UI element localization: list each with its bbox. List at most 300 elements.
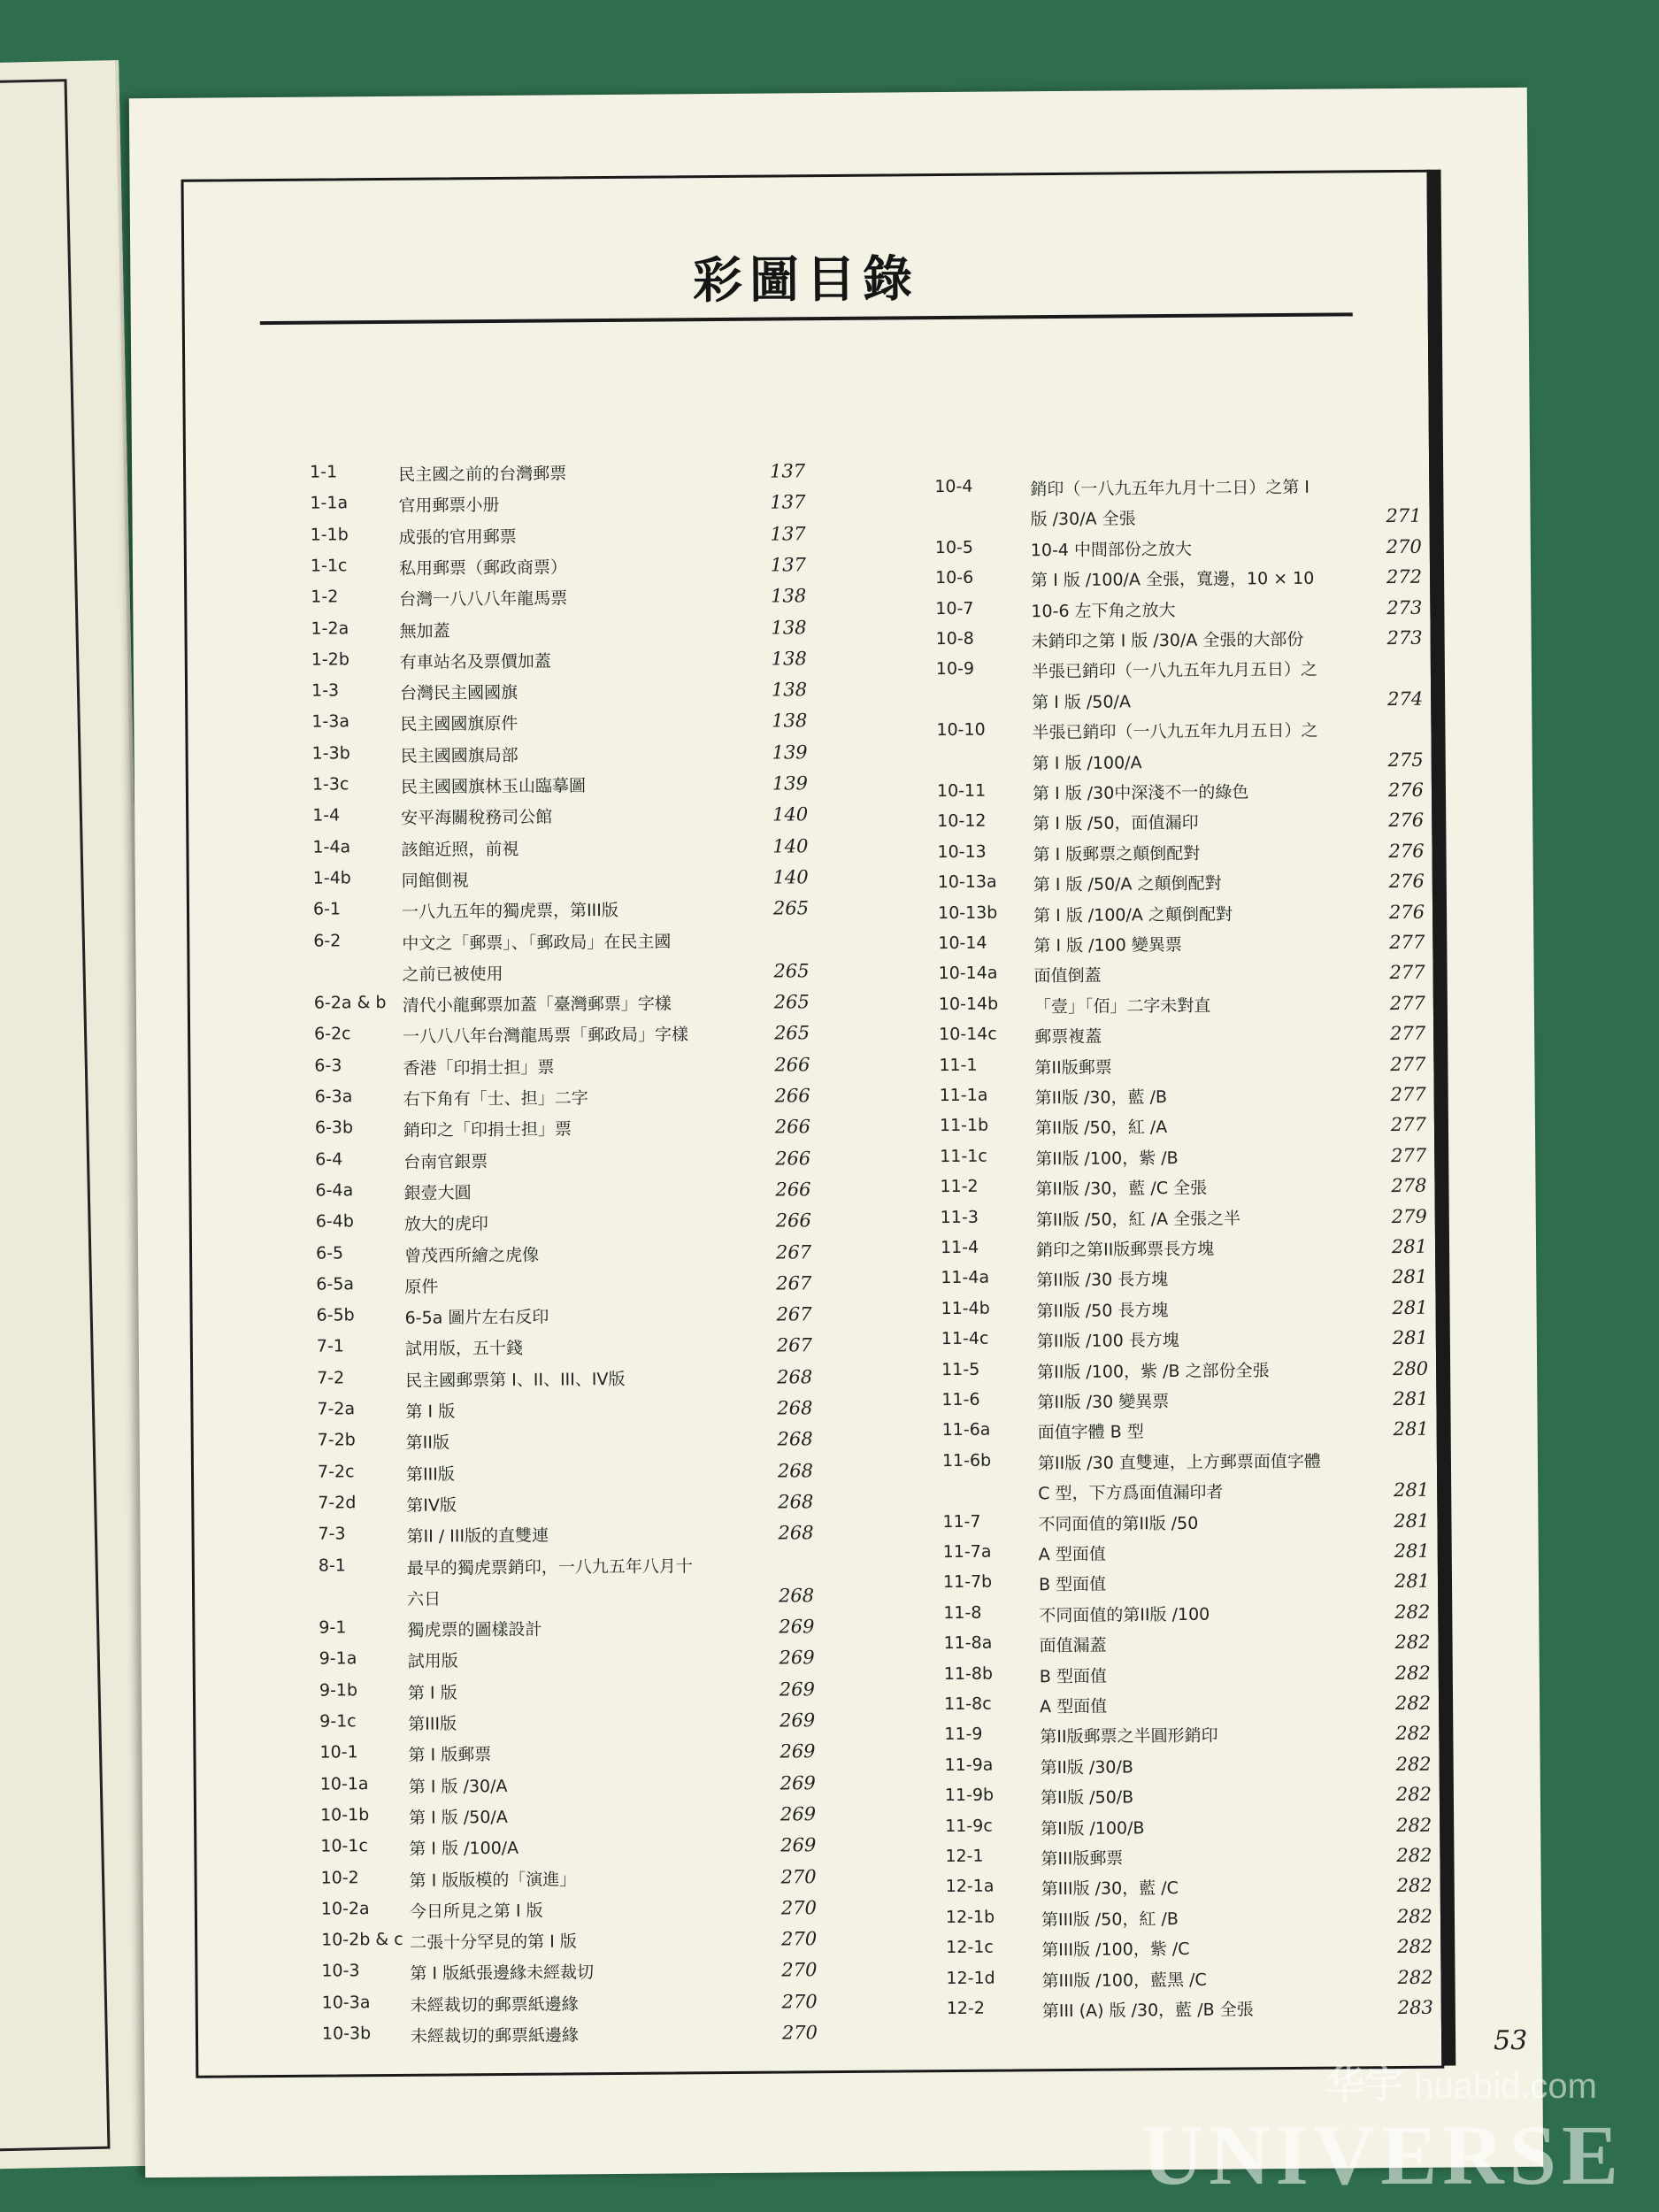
entry-caption: 安平海關稅務司公館 — [401, 807, 553, 829]
entry-page: 277 — [1391, 1144, 1427, 1166]
entry-page: 270 — [780, 1896, 817, 1919]
entry-page: 282 — [1394, 1631, 1431, 1654]
entry-number: 7-2b — [317, 1430, 356, 1450]
toc-entry — [314, 989, 810, 1025]
toc-entry — [936, 717, 1424, 781]
entry-page: 269 — [780, 1740, 816, 1763]
toc-entry — [946, 1934, 1432, 1969]
toc-entry — [310, 458, 805, 494]
toc-entry — [317, 1302, 812, 1337]
entry-number: 11-1c — [940, 1146, 987, 1166]
entry-number: 12-1d — [946, 1968, 995, 1988]
entry-caption: 台灣一八八八年龍馬票 — [399, 588, 568, 611]
watermark-domain: huabid.com — [1414, 2067, 1597, 2106]
toc-entry — [943, 1630, 1430, 1664]
left-page-frame — [0, 79, 110, 2152]
entry-page: 282 — [1395, 1814, 1432, 1836]
entry-caption: 私用郵票（郵政商票） — [398, 557, 568, 579]
entry-caption: 該館近照，前視 — [401, 839, 519, 860]
toc-entry — [944, 1721, 1431, 1755]
toc-entry — [945, 1782, 1432, 1816]
entry-page: 265 — [772, 897, 810, 919]
entry-number: 10-2b & c — [321, 1929, 403, 1950]
entry-caption: 第III版 /30，藍 /C — [1041, 1878, 1179, 1900]
entry-number: 10-14b — [938, 994, 999, 1014]
entry-caption: 今日所見之第 I 版 — [409, 1901, 543, 1922]
entry-caption-continued: 之前已被使用 — [402, 964, 503, 985]
entry-page: 137 — [769, 460, 806, 482]
entry-number: 11-3 — [940, 1207, 979, 1227]
entry-page: 268 — [777, 1428, 813, 1450]
entry-number: 1-3b — [311, 742, 350, 764]
entry-number: 11-9b — [944, 1785, 995, 1806]
entry-page: 273 — [1386, 626, 1423, 649]
entry-caption: 銀壹大圓 — [403, 1183, 472, 1203]
entry-page: 277 — [1389, 931, 1425, 954]
entry-caption: 銷印（一八九五年九月十二日）之第 I — [1030, 477, 1310, 500]
entry-number: 6-4 — [315, 1148, 343, 1170]
entry-number: 1-1b — [310, 524, 349, 545]
entry-page: 267 — [776, 1272, 812, 1294]
toc-entry — [311, 615, 806, 650]
entry-page: 281 — [1392, 1296, 1428, 1318]
toc-entry — [936, 626, 1423, 660]
entry-page: 276 — [1388, 870, 1425, 893]
toc-entry — [935, 534, 1422, 569]
entry-page: 277 — [1390, 1083, 1426, 1106]
entry-number: 11-7 — [942, 1511, 981, 1532]
entry-number: 8-1 — [318, 1555, 346, 1576]
entry-caption: 右下角有「士、担」二字 — [403, 1088, 588, 1110]
toc-entry — [311, 583, 806, 618]
entry-caption: 不同面值的第II版 /100 — [1039, 1604, 1210, 1626]
toc-entry — [311, 552, 806, 588]
entry-number: 11-9a — [944, 1755, 994, 1775]
entry-page: 269 — [780, 1771, 816, 1794]
toc-entry — [314, 1021, 810, 1056]
entry-page: 265 — [773, 1022, 810, 1044]
entry-caption: 第IV版 — [406, 1495, 457, 1516]
entry-page: 281 — [1393, 1418, 1429, 1440]
entry-page: 137 — [770, 522, 806, 545]
toc-entry — [934, 473, 1422, 538]
toc-entry — [317, 1364, 812, 1400]
toc-entry — [318, 1489, 813, 1525]
entry-caption: 第III版 /50，紅 /B — [1041, 1909, 1179, 1931]
entry-caption: 清代小龍郵票加蓋「臺灣郵票」字樣 — [402, 994, 672, 1016]
toc-entry — [942, 1448, 1430, 1512]
entry-number: 9-1b — [319, 1679, 358, 1701]
entry-caption: 香港「印捐士担」票 — [403, 1057, 555, 1079]
toc-entry — [316, 1271, 811, 1306]
entry-caption: 郵票複蓋 — [1034, 1026, 1102, 1048]
entry-page: 269 — [779, 1647, 815, 1669]
entry-number: 11-6b — [941, 1450, 992, 1471]
entry-number: 10-14 — [938, 933, 987, 954]
entry-page: 138 — [771, 648, 807, 670]
entry-page: 138 — [771, 585, 807, 607]
entry-caption: 第III版 — [408, 1714, 457, 1734]
toc-entry — [319, 1708, 815, 1743]
entry-number: 11-4c — [941, 1328, 989, 1349]
entry-number: 6-5b — [316, 1305, 355, 1325]
toc-entry — [315, 1177, 810, 1212]
entry-number: 11-9 — [944, 1724, 983, 1745]
entry-number: 7-1 — [316, 1336, 345, 1357]
entry-page: 266 — [775, 1210, 811, 1232]
entry-caption: 二張十分罕見的第 I 版 — [410, 1932, 577, 1953]
entry-number: 11-8a — [943, 1632, 993, 1654]
entry-caption: 曾茂西所繪之虎像 — [403, 1245, 540, 1266]
entry-number: 11-6 — [941, 1389, 980, 1410]
entry-number: 6-4b — [315, 1211, 354, 1232]
entry-number: 6-5a — [316, 1274, 355, 1294]
entry-caption: 最早的獨虎票銷印，一八九五年八月十 — [406, 1555, 693, 1578]
entry-caption: 試用版 — [407, 1651, 458, 1672]
entry-caption: 第 I 版 /30中深淺不一的綠色 — [1032, 782, 1249, 804]
entry-page: 272 — [1386, 565, 1423, 588]
entry-number: 1-1 — [310, 462, 338, 482]
entry-caption: A 型面值 — [1040, 1696, 1108, 1717]
entry-caption: 第 I 版 — [405, 1402, 456, 1422]
entry-number: 11-5 — [941, 1359, 980, 1379]
toc-entry — [321, 1864, 817, 1900]
entry-caption: 民主國國旗局部 — [400, 745, 518, 766]
entry-page: 265 — [773, 991, 810, 1013]
entry-number: 7-3 — [318, 1524, 346, 1544]
toc-entry — [945, 1812, 1432, 1847]
entry-caption: 第 I 版 /50，面值漏印 — [1033, 813, 1199, 834]
entry-number: 10-1a — [319, 1773, 369, 1794]
entry-number: 11-4 — [940, 1237, 979, 1258]
entry-number: 11-9c — [945, 1816, 993, 1836]
toc-entry — [946, 1873, 1432, 1908]
toc-entry — [940, 1143, 1426, 1178]
toc-entry — [939, 1021, 1425, 1056]
toc-entry — [312, 833, 808, 869]
entry-caption: 第 I 版 /100/A — [409, 1839, 519, 1860]
entry-page: 276 — [1387, 779, 1425, 802]
toc-entry — [311, 521, 806, 557]
toc-entry — [311, 709, 807, 744]
toc-entry — [938, 869, 1425, 903]
entry-caption: 第II版 /30 直雙連，上方郵票面值字體 — [1037, 1451, 1321, 1474]
toc-entry — [317, 1395, 812, 1431]
toc-entry — [935, 595, 1422, 629]
entry-number: 1-4 — [312, 805, 341, 826]
entry-page: 267 — [776, 1334, 812, 1356]
entry-number: 10-14c — [939, 1024, 997, 1045]
entry-caption: 「壹」「佰」二字未對直 — [1033, 995, 1211, 1018]
entry-number: 11-4a — [941, 1268, 990, 1288]
entry-caption: 成張的官用郵票 — [398, 526, 517, 548]
toc-entry — [941, 1325, 1428, 1360]
toc-entry — [944, 1691, 1431, 1725]
entry-caption: 民主國之前的台灣郵票 — [398, 464, 567, 485]
entry-number: 6-2a & b — [313, 993, 387, 1013]
entry-page: 282 — [1397, 1966, 1433, 1988]
entry-caption: B 型面值 — [1038, 1575, 1107, 1595]
toc-entry — [940, 1112, 1426, 1147]
toc-entry — [938, 930, 1425, 964]
entry-page: 276 — [1388, 901, 1425, 923]
toc-entry — [320, 1801, 816, 1837]
entry-page: 140 — [772, 866, 809, 888]
entry-caption: 民主國國旗林玉山臨摹圖 — [400, 776, 587, 797]
entry-caption: 第II版 /30/B — [1040, 1757, 1133, 1778]
entry-caption: 一八九五年的獨虎票，第III版 — [401, 901, 618, 923]
entry-number: 10-1c — [320, 1836, 368, 1856]
entry-number: 10-10 — [936, 719, 986, 741]
entry-number: 12-1b — [945, 1907, 995, 1927]
entry-page: 139 — [772, 741, 808, 764]
entry-page: 266 — [775, 1147, 811, 1170]
entry-number: 12-1a — [945, 1877, 995, 1897]
toc-entry — [313, 927, 810, 994]
entry-number: 11-7a — [942, 1541, 992, 1563]
entry-page: 279 — [1391, 1205, 1427, 1227]
entry-caption: 第II版郵票 — [1034, 1057, 1112, 1078]
entry-number: 1-4b — [312, 868, 351, 888]
page-title: 彩圖目錄 — [692, 250, 920, 311]
entry-number: 10-6 — [934, 567, 974, 588]
entry-number: 7-2d — [318, 1493, 357, 1513]
toc-entry — [317, 1333, 812, 1369]
entry-caption: A 型面值 — [1038, 1544, 1106, 1565]
entry-page: 277 — [1389, 1022, 1426, 1045]
entry-page: 269 — [780, 1834, 817, 1856]
entry-page: 138 — [771, 679, 808, 701]
entry-caption: 面值漏蓋 — [1039, 1635, 1107, 1656]
entry-caption: 中文之「郵票」、「郵政局」在民主國 — [402, 931, 672, 954]
entry-page: 268 — [777, 1459, 814, 1482]
entry-caption-continued: 六日 — [407, 1589, 442, 1609]
entry-number: 11-4b — [941, 1298, 990, 1318]
toc-entry — [940, 1082, 1426, 1117]
entry-caption: 台南官銀票 — [403, 1151, 488, 1172]
toc-entry — [315, 1146, 810, 1181]
toc-entry — [318, 1520, 813, 1555]
entry-caption: 無加蓋 — [399, 620, 450, 641]
entry-number: 6-5 — [315, 1242, 344, 1263]
entry-page: 271 — [1386, 505, 1422, 527]
entry-page: 282 — [1394, 1692, 1432, 1715]
entry-page: 277 — [1389, 992, 1425, 1014]
toc-entry — [321, 1926, 817, 1962]
entry-caption: 第II版 /100 長方塊 — [1036, 1331, 1179, 1352]
entry-page: 276 — [1388, 840, 1425, 862]
entry-number: 1-3a — [311, 711, 350, 733]
entry-page: 282 — [1394, 1601, 1431, 1623]
entry-page: 270 — [781, 1959, 818, 1981]
entry-page: 281 — [1394, 1571, 1431, 1593]
page-frame — [181, 170, 1445, 2078]
toc-entry — [945, 1843, 1432, 1878]
toc-entry — [937, 839, 1424, 873]
entry-caption: 試用版，五十錢 — [404, 1339, 524, 1360]
entry-number: 10-1 — [319, 1742, 358, 1763]
entry-caption: 第II版 /50 長方塊 — [1036, 1300, 1169, 1322]
entry-number: 1-1a — [310, 493, 349, 513]
entry-caption: 未經裁切的郵票紙邊緣 — [410, 2025, 580, 2047]
toc-entry — [939, 960, 1425, 995]
entry-number: 6-2 — [313, 930, 342, 951]
toc-entry — [942, 1508, 1429, 1542]
entry-caption-continued: C 型，下方爲面值漏印者 — [1038, 1482, 1224, 1504]
entry-page: 266 — [774, 1085, 810, 1107]
entry-number: 9-1 — [319, 1617, 347, 1638]
toc-entry — [945, 1752, 1432, 1786]
entry-caption: 第 I 版版模的「演進」 — [409, 1869, 577, 1891]
entry-caption: 第II版 /100，紫 /B — [1035, 1148, 1179, 1170]
toc-entry — [944, 1660, 1431, 1694]
toc-entry — [320, 1770, 816, 1806]
entry-caption: 有車站名及票價加蓋 — [399, 651, 551, 672]
entry-caption: 面值倒蓋 — [1033, 966, 1102, 987]
entry-caption: 第III版 /100，藍黑 /C — [1041, 1970, 1207, 1991]
entry-number: 1-2 — [311, 587, 339, 607]
toc-entry — [940, 1173, 1426, 1208]
entry-caption: 第III (A) 版 /30，藍 /B 全張 — [1041, 2000, 1254, 2022]
entry-page: 282 — [1397, 1935, 1433, 1958]
entry-page: 269 — [780, 1709, 816, 1732]
toc-entry — [321, 1958, 817, 1993]
toc-entry — [935, 565, 1422, 599]
entry-page: 282 — [1395, 1723, 1432, 1745]
entry-caption: 第II版 /30，藍 /B — [1034, 1087, 1168, 1109]
entry-caption: 民主國郵票第 I、II、III、IV版 — [405, 1369, 626, 1391]
entry-page: 267 — [775, 1240, 812, 1263]
toc-entry — [319, 1740, 815, 1775]
entry-caption: 官用郵票小册 — [398, 495, 500, 517]
entry-caption: 一八八八年台灣龍馬票「郵政局」字樣 — [403, 1025, 689, 1048]
entry-page: 281 — [1394, 1479, 1430, 1502]
entry-caption: 第 I 版郵票 — [408, 1745, 492, 1766]
toc-entry — [943, 1569, 1430, 1603]
entry-caption: 第II / III版的直雙連 — [406, 1525, 549, 1548]
entry-number: 1-3c — [311, 774, 349, 795]
entry-page: 270 — [780, 1928, 818, 1950]
entry-page: 269 — [780, 1803, 817, 1825]
watermark-logo — [1325, 2053, 1597, 2109]
entry-page: 277 — [1390, 1053, 1426, 1075]
entry-number: 10-2a — [320, 1898, 370, 1919]
entry-caption: 第III版郵票 — [1041, 1848, 1124, 1870]
entry-page: 137 — [770, 491, 806, 513]
entry-page: 282 — [1395, 1783, 1432, 1806]
entry-page: 274 — [1386, 687, 1424, 710]
entry-page: 270 — [781, 1990, 818, 2013]
entry-caption: 未經裁切的郵票紙邊緣 — [410, 1994, 579, 2016]
entry-page: 266 — [775, 1179, 811, 1201]
entry-page: 273 — [1386, 596, 1423, 618]
entry-caption: 10-6 左下角之放大 — [1031, 600, 1176, 621]
entry-page: 270 — [1386, 535, 1422, 557]
entry-number: 11-7b — [942, 1572, 993, 1593]
entry-number: 10-14a — [938, 963, 998, 984]
entry-caption: 同館側視 — [401, 871, 469, 891]
entry-caption: 第II版 /50/B — [1040, 1787, 1134, 1809]
entry-page: 266 — [774, 1116, 811, 1138]
entry-caption: 第 I 版 /50/A — [408, 1807, 508, 1828]
toc-entry — [315, 1083, 810, 1118]
toc-entry — [941, 1234, 1427, 1269]
entry-number: 12-1c — [946, 1937, 994, 1958]
entry-page: 137 — [770, 554, 807, 576]
toc-entry — [319, 1614, 814, 1649]
entry-caption: 10-4 中間部份之放大 — [1030, 539, 1193, 561]
toc-entry — [941, 1203, 1427, 1238]
entry-caption: 面值字體 B 型 — [1037, 1422, 1144, 1443]
entry-caption: 第 I 版 /100/A 全張，寬邊，10 × 10 — [1031, 568, 1315, 591]
entry-caption-continued: 第 I 版 /100/A — [1032, 752, 1142, 773]
entry-page: 281 — [1392, 1266, 1428, 1288]
entry-caption: 第 I 版郵票之顛倒配對 — [1033, 843, 1201, 865]
entry-number: 1-2a — [311, 618, 349, 639]
toc-entry — [936, 656, 1424, 720]
toc-entry — [311, 646, 807, 681]
entry-page: 138 — [771, 616, 807, 639]
entry-number: 7-2 — [317, 1368, 345, 1388]
entry-caption: 第 I 版 /100 變異票 — [1033, 934, 1182, 956]
entry-number: 7-2c — [317, 1461, 355, 1482]
entry-number: 10-9 — [935, 659, 975, 680]
entry-caption-continued: 第 I 版 /50/A — [1032, 692, 1131, 713]
entry-page: 268 — [776, 1365, 813, 1388]
entry-number: 12-1 — [945, 1846, 984, 1867]
watermark-cn: 华宇 — [1325, 2063, 1404, 2107]
entry-number: 6-1 — [312, 899, 342, 919]
entry-number: 11-6a — [941, 1420, 991, 1440]
toc-entry — [319, 1677, 815, 1712]
entry-number: 7-2a — [317, 1399, 356, 1419]
entry-caption: 獨虎票的圖樣設計 — [407, 1619, 542, 1640]
toc-entry — [941, 1264, 1427, 1299]
entry-page: 281 — [1394, 1509, 1430, 1532]
entry-number: 6-3a — [314, 1087, 353, 1107]
entry-number: 10-8 — [935, 628, 974, 649]
toc-entry — [316, 1240, 811, 1275]
entry-number: 10-13a — [937, 872, 997, 893]
toc-entry — [943, 1600, 1430, 1634]
entry-caption: 第II版 /30 長方塊 — [1036, 1270, 1169, 1291]
toc-entry — [322, 1989, 818, 2024]
entry-caption: 第 I 版 — [407, 1683, 457, 1703]
entry-number: 6-3b — [314, 1118, 354, 1138]
entry-page: 268 — [777, 1397, 813, 1419]
entry-number: 10-4 — [934, 476, 973, 497]
entry-page: 275 — [1387, 749, 1424, 771]
entry-caption: 原件 — [404, 1277, 439, 1297]
toc-entry — [939, 1051, 1425, 1086]
page-number: 53 — [1493, 2024, 1528, 2057]
toc-entry — [318, 1458, 813, 1494]
entry-number: 6-4a — [315, 1180, 354, 1201]
entry-page: 277 — [1390, 1114, 1427, 1136]
entry-page: 282 — [1396, 1875, 1432, 1897]
entry-caption: 銷印之「印捐士担」票 — [403, 1119, 572, 1141]
toc-entry — [312, 803, 808, 838]
entry-page: 269 — [779, 1678, 816, 1701]
entry-number: 10-1b — [319, 1805, 370, 1825]
entry-number: 11-1a — [939, 1085, 988, 1106]
entry-caption: B 型面值 — [1039, 1666, 1107, 1686]
entry-caption: 放大的虎印 — [403, 1214, 488, 1235]
entry-page: 280 — [1392, 1357, 1429, 1379]
entry-caption: 第II版郵票之半圓形銷印 — [1040, 1726, 1218, 1747]
entry-caption: 第III版 /100，紫 /C — [1041, 1939, 1190, 1961]
toc-entry — [312, 740, 808, 775]
